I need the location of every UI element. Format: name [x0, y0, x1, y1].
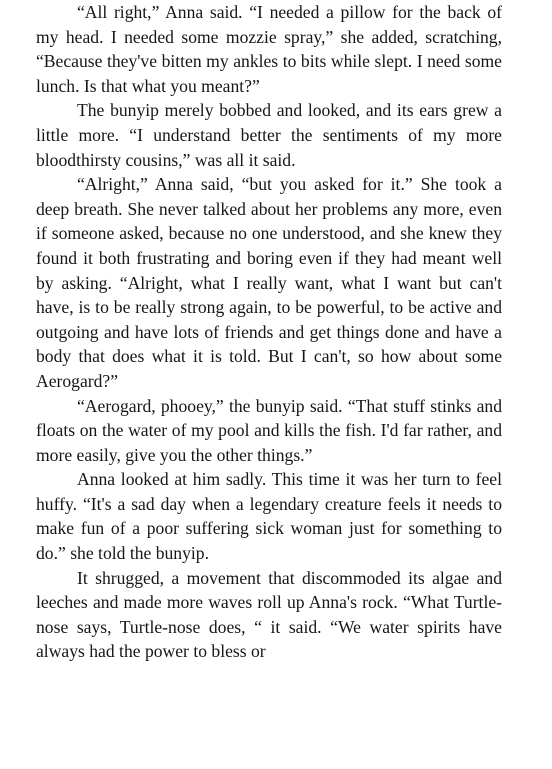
- paragraph: The bunyip merely bobbed and looked, and its ears grew a little more. “I understand better the sentiments of my more bloodthirsty cousins,” was all it said.: [36, 100, 502, 170]
- paragraph: “Alright,” Anna said, “but you asked for it.” She took a deep breath. She never talked about her problems any more, even if someone asked, because no one understood, and she knew they found it both frustrating and boring even if they had meant well by asking. “Alright, what I really want, what I want but can't have, is to be really strong again, to be powerful, to be active and outgoing and have lots of friends and get things done and have a body that does what it is told. But I can't, so how about some Aerogard?”: [36, 174, 502, 391]
- paragraph: “Aerogard, phooey,” the bunyip said. “That stuff stinks and floats on the water of my pool and kills the fish. I'd far rather, and more easily, give you the other things.”: [36, 395, 502, 465]
- paragraph: Anna looked at him sadly. This time it was her turn to feel huffy. “It's a sad day when a legendary creature feels it needs to make fun of a poor suffering sick woman just for something to do.” she told the bunyip.: [36, 469, 502, 564]
- paragraph: “All right,” Anna said. “I needed a pillow for the back of my head. I needed some mozzie spray,” she added, scratching, “Because they've bitten my ankles to bits while slept. I need some lunch. Is that what you meant?”: [36, 2, 502, 96]
- paragraph: It shrugged, a movement that discommoded its algae and leeches and made more waves roll up Anna's rock. “What Turtle-nose says, Turtle-nose does, “ it said. “We water spirits have always had the power to bless or: [36, 567, 502, 662]
- document-page: [36, 0, 502, 664]
